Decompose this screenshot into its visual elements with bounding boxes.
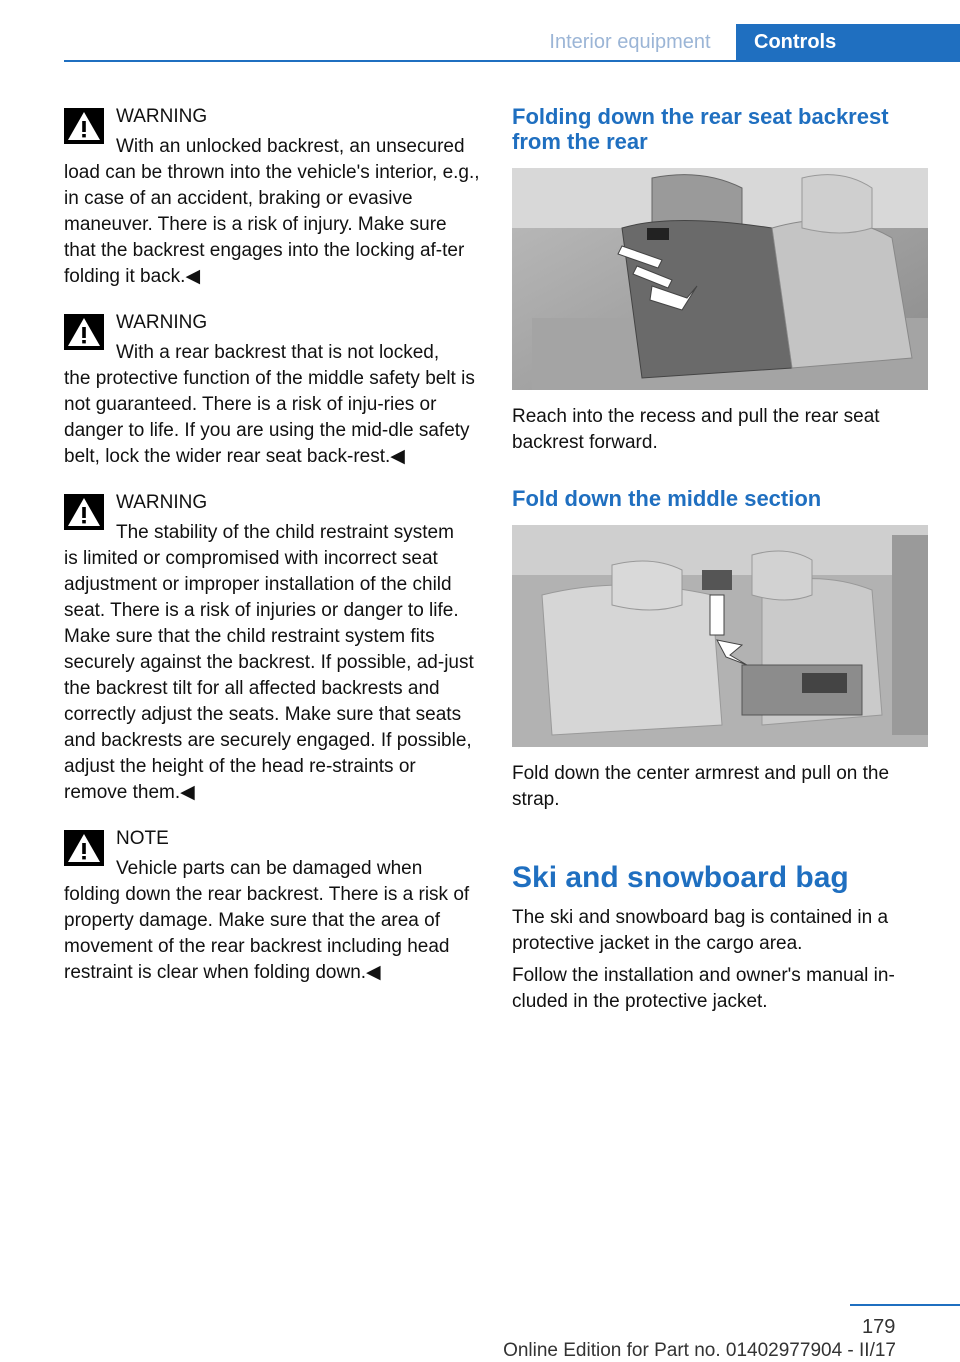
notice-body: folding down the rear backrest. There is a risk of property damage. Make sure that the area of movement of the rear backrest including head restraint is clear when folding down.◀: [64, 884, 470, 983]
warning-notice-3: [64, 486, 480, 806]
notice-first-line: Vehicle parts can be damaged when: [116, 858, 423, 879]
notice-body: load can be thrown into the vehicle's interior, e.g., in case of an accident, braking or evasive maneuver. There is a risk of injury. Make sure that the backrest engages into the locking af-ter folding it back.◀: [64, 162, 480, 287]
notice-label: WARNING: [116, 106, 208, 127]
ski-bag-instructions: Follow the installation and owner's manual in-cluded in the protective jacket.: [512, 965, 895, 1012]
footer-divider: [850, 1304, 960, 1306]
rear-seat-backrest-photo: [512, 168, 928, 390]
notice-label: WARNING: [116, 312, 208, 333]
notice-first-line: With an unlocked backrest, an unsecured: [116, 136, 465, 157]
left-column: [64, 100, 480, 1002]
note-notice: [64, 822, 480, 986]
notice-first-line: The stability of the child restraint system: [116, 522, 454, 543]
notice-body: the protective function of the middle safety belt is not guaranteed. There is a risk of inju-ries or danger to life. If you are using the mid-dle safety belt, lock the wider rear seat back-rest.◀: [64, 368, 475, 467]
header-chapter-tab[interactable]: Controls: [736, 24, 960, 60]
ski-bag-description: The ski and snowboard bag is contained in a protective jacket in the cargo area.: [512, 907, 889, 954]
warning-triangle-icon: [64, 314, 104, 350]
notice-label: NOTE: [116, 828, 169, 849]
middle-section-photo: [512, 525, 928, 747]
notice-body: is limited or compromised with incorrect seat adjustment or improper installation of the child seat. There is a risk of injuries or danger to life. Make sure that the child restraint system fits securely against the backrest. If possible, ad-just the backrest tilt for all affected backrests and correctly adjust the seats. Make sure that seats and backrests are securely engaged. If possible, adjust the height of the head re-straints or remove them.◀: [64, 548, 474, 803]
section-heading-fold-from-rear: Folding down the rear seat backrest from the rear: [512, 104, 889, 154]
page-number: 179: [862, 1316, 896, 1338]
fold-from-rear-instruction: Reach into the recess and pull the rear seat backrest forward.: [512, 406, 880, 453]
header-divider: [64, 60, 960, 62]
footer-edition: Online Edition for Part no. 01402977904 - II/17: [503, 1340, 896, 1361]
warning-triangle-icon: [64, 830, 104, 866]
warning-triangle-icon: [64, 494, 104, 530]
page-header: [0, 0, 960, 62]
section-heading-ski-bag: Ski and snowboard bag: [512, 861, 849, 894]
warning-notice-2: [64, 306, 480, 470]
right-column: [512, 100, 928, 1015]
fold-middle-instruction: Fold down the center armrest and pull on the strap.: [512, 763, 890, 810]
header-section-tab[interactable]: Interior equipment: [549, 31, 711, 53]
warning-notice-1: [64, 100, 480, 290]
warning-triangle-icon: [64, 108, 104, 144]
section-heading-fold-middle: Fold down the middle section: [512, 486, 822, 511]
notice-label: WARNING: [116, 492, 208, 513]
notice-first-line: With a rear backrest that is not locked,: [116, 342, 440, 363]
